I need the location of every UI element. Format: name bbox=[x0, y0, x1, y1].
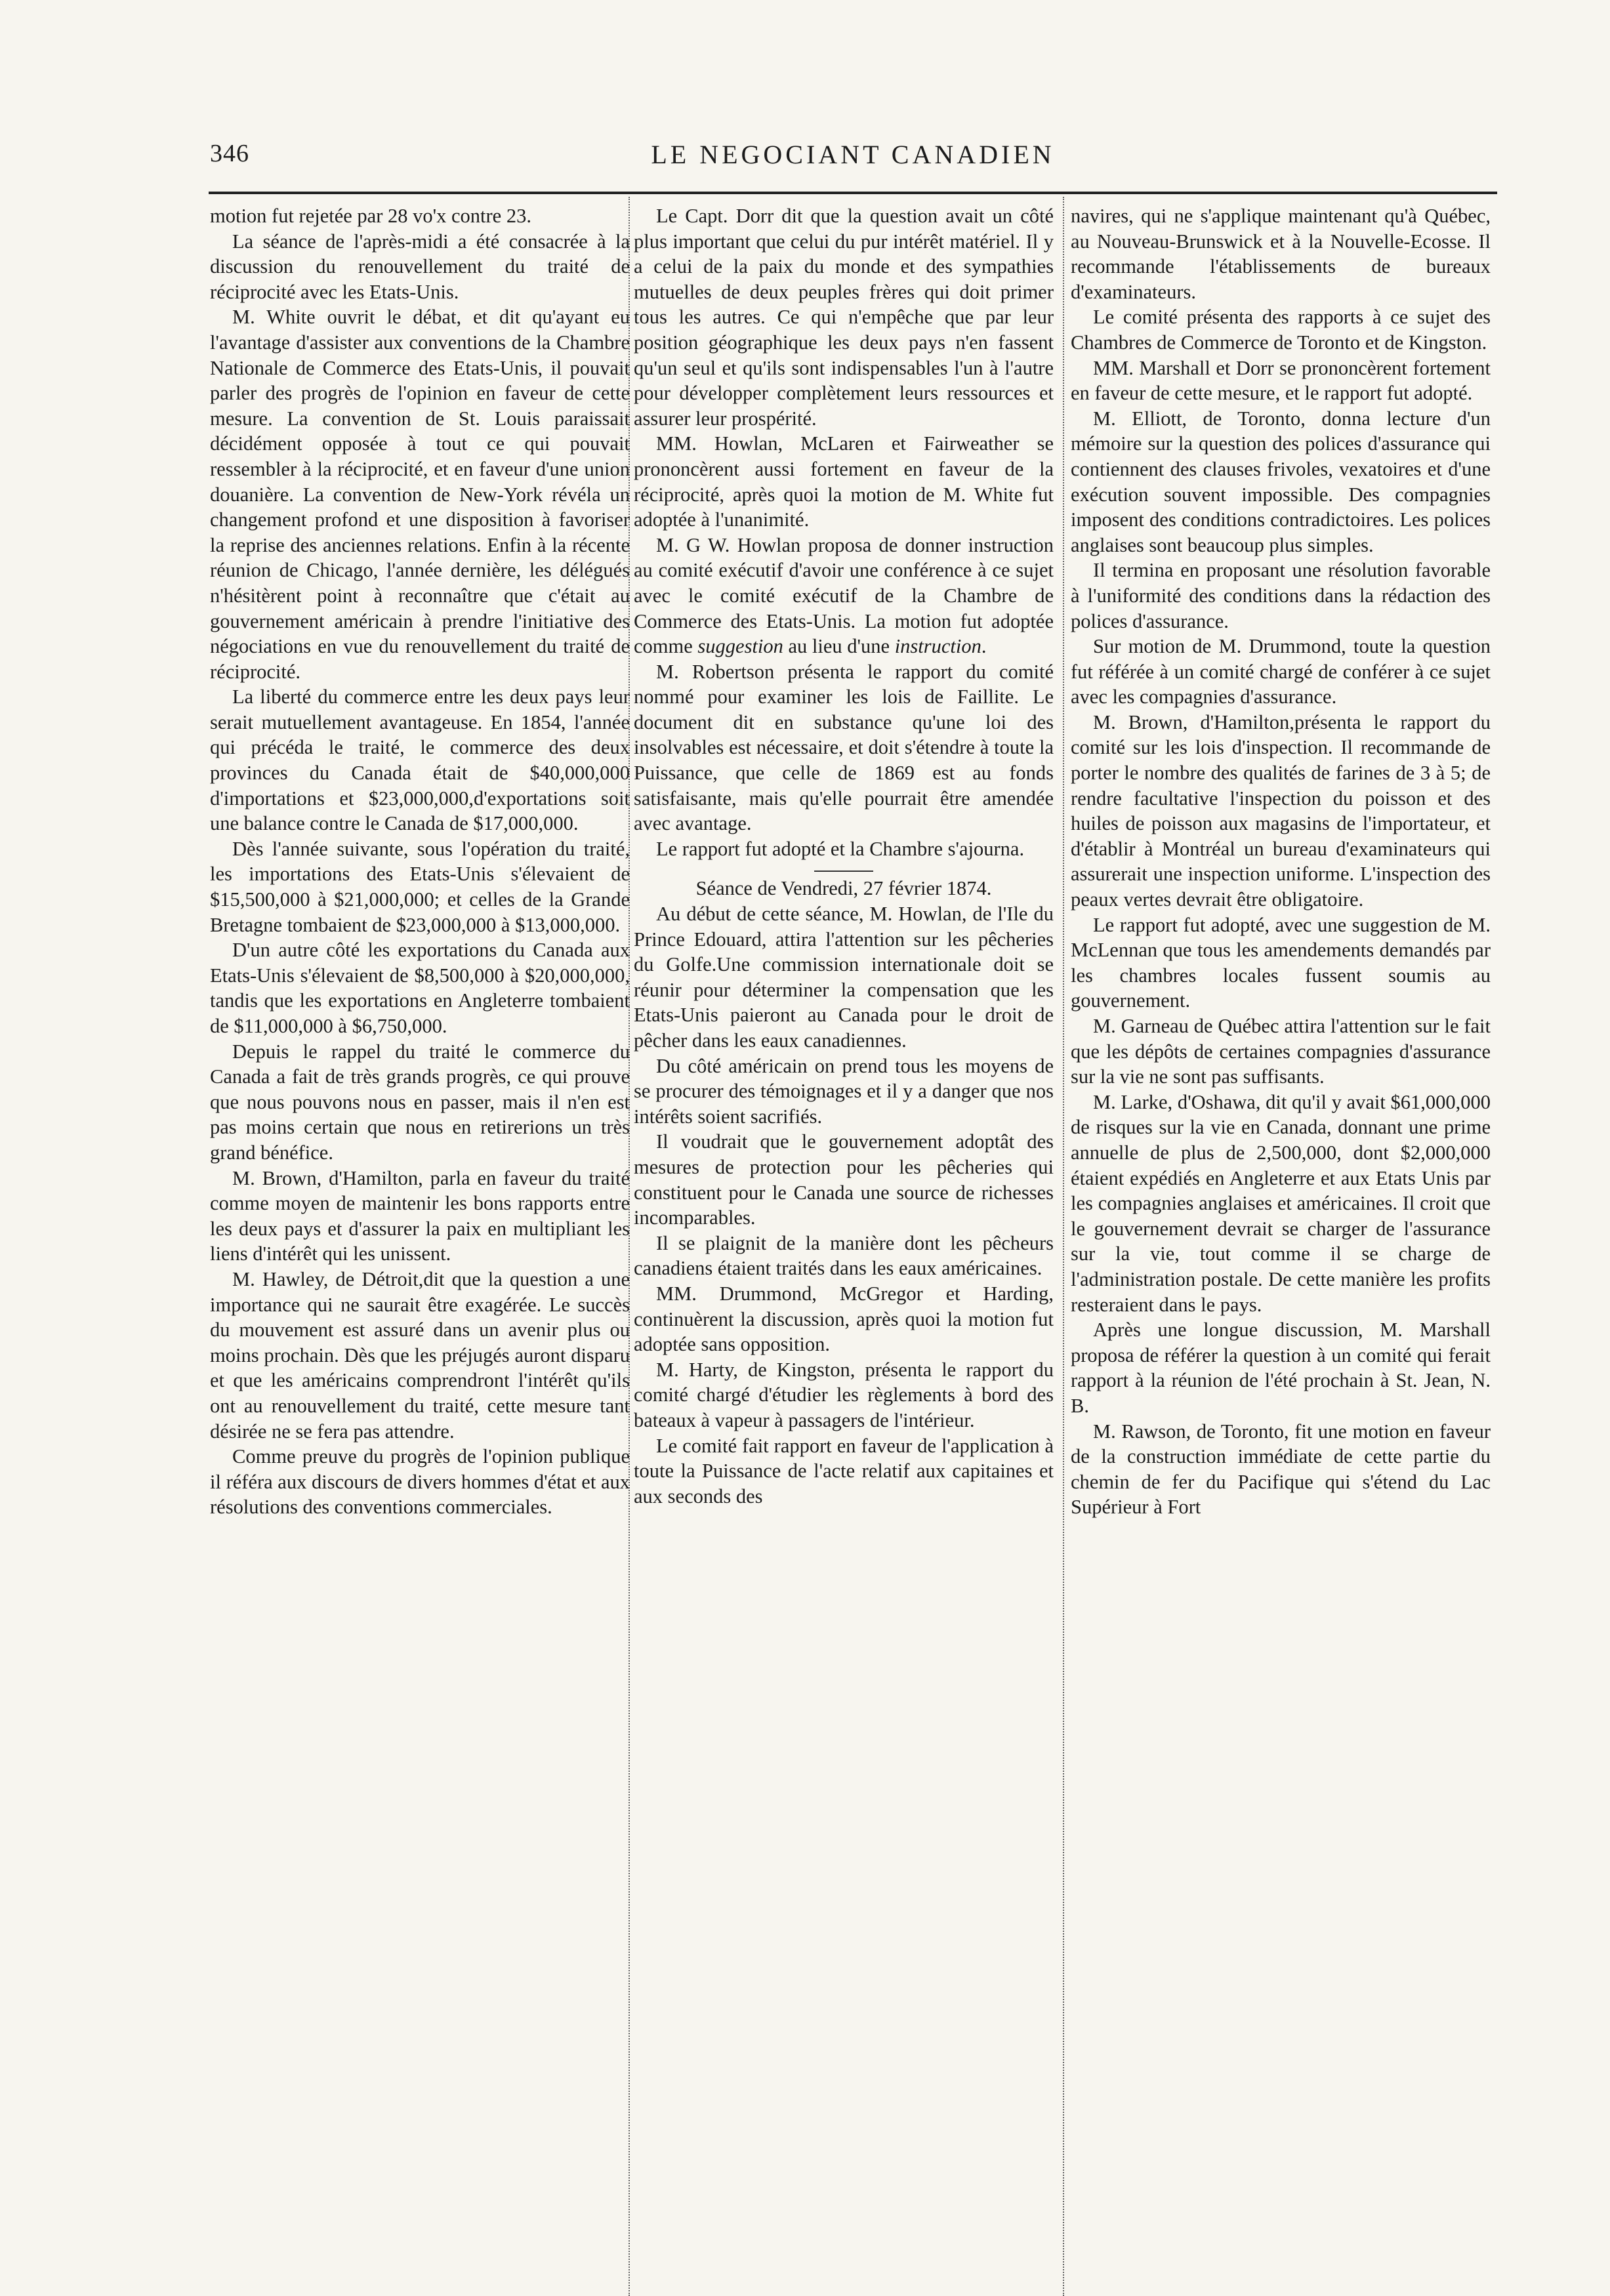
header-rule bbox=[209, 192, 1497, 194]
section-divider bbox=[814, 871, 873, 872]
paragraph: Dès l'année suivante, sous l'opération du traité, les importations des Etats-Unis s'élevaient de $15,500,000 à $21,000,000; et celles de la Grande Bretagne tombaient de $23,000,000 à $13,000,000. bbox=[210, 837, 630, 936]
paragraph-instruction bbox=[634, 533, 1054, 659]
paragraph: Le Capt. Dorr dit que la question avait un côté plus important que celui du pur intérêt matériel. Il y a celui de la paix du monde et des sympathies mutuelles de deux peuples frères qui doit primer tous les autres. Ce qui n'empêche que par leur position géographique les deux pays n'en fassent qu'un seul et qu'ils sont indispensables l'un à l'autre pour développer complètement leurs ressources et assurer leur prospérité. bbox=[634, 205, 1054, 430]
paragraph: Le comité fait rapport en faveur de l'application à toute la Puissance de l'acte relatif aux capitaines et aux seconds des bbox=[634, 1434, 1054, 1507]
paragraph: M. Hawley, de Détroit,dit que la question a une importance qui ne saurait être exagérée. Le succès du mouvement est assuré dans un avenir plus ou moins prochain. Dès que les préjugés auront disparu et que les américains comprendront l'intérêt qu'ils ont au renouvellement du traité, cette mesure tant désirée ne se fera pas attendre. bbox=[210, 1267, 630, 1443]
column-3 bbox=[1071, 203, 1491, 1520]
paragraph-text: au lieu d'une bbox=[783, 635, 895, 658]
paragraph: M. Garneau de Québec attira l'attention sur le fait que les dépôts de certaines compagnies d'assurance sur la vie ne sont pas suffisants. bbox=[1071, 1015, 1491, 1088]
paragraph: Le rapport fut adopté et la Chambre s'ajourna. bbox=[656, 837, 1025, 860]
paragraph: M. Larke, d'Oshawa, dit qu'il y avait $61,000,000 de risques sur la vie en Canada, donnant une prime annuelle de plus de 2,500,000, dont $2,000,000 étaient expédiés en Angleterre et aux Etats Unis par les compagnies anglaises et américaines. Il croit que le gouvernement devrait se charger de l'assurance sur la vie, tout comme il se charge de l'administration postale. De cette manière les profits resteraient dans le pays. bbox=[1071, 1090, 1491, 1316]
column-separator bbox=[1063, 197, 1064, 2296]
paragraph: M. Robertson présenta le rapport du comité nommé pour examiner les lois de Faillite. Le document dit en substance qu'une loi des insolvables est nécessaire, et doit s'étendre à toute la Puissance, que celle de 1869 est au fonds satisfaisante, mais qu'elle pourrait être amendée avec avantage. bbox=[634, 660, 1054, 835]
newspaper-title: LE NEGOCIANT CANADIEN bbox=[651, 140, 1055, 169]
paragraph: M. White ouvrit le débat, et dit qu'ayant eu l'avantage d'assister aux conventions de la Chambre Nationale de Commerce des Etats-Unis, il pouvait parler des progrès de l'opinion en faveur de cette mesure. La convention de St. Louis paraissait décidément opposée à tout ce qui pouvait ressembler à la réciprocité, et en faveur d'une union douanière. La convention de New-York révéla un changement profond et une disposition à favoriser la reprise des anciennes relations. Enfin à la récente réunion de Chicago, l'année dernière, les délégués n'hésitèrent point à reconnaître que c'était au gouvernement américain à prendre l'initiative des négociations en vue du renouvellement du traité de réciprocité. bbox=[210, 306, 630, 683]
paragraph: M. Elliott, de Toronto, donna lecture d'un mémoire sur la question des polices d'assurance qui contiennent des clauses frivoles, vexatoires et d'une exécution souvent impossible. Des compagnies imposent des conditions contradictoires. Les polices anglaises sont beaucoup plus simples. bbox=[1071, 407, 1491, 556]
page-number: 346 bbox=[210, 140, 249, 167]
italic-word: instruction bbox=[894, 635, 981, 658]
column-2 bbox=[634, 203, 1054, 1509]
paragraph: Après une longue discussion, M. Marshall proposa de référer la question à un comité qui ferait rapport à la réunion de l'été prochain à St. Jean, N. B. bbox=[1071, 1319, 1491, 1417]
paragraph-text: M. G W. Howlan proposa de donner instruction au comité exécutif d'avoir une conférence à ce sujet avec le comité exécutif de la Chambre de Commerce des Etats-Unis. La motion fut adoptée comme bbox=[634, 533, 1054, 658]
session-dateline: Séance de Vendredi, 27 février 1874. bbox=[695, 877, 992, 900]
paragraph: M. Brown, d'Hamilton, parla en faveur du traité comme moyen de maintenir les bons rapports entre les deux pays et d'assurer la paix en multipliant les liens d'intérêt qui les unissent. bbox=[210, 1166, 630, 1265]
paragraph: MM. Drummond, McGregor et Harding, continuèrent la discussion, après quoi la motion fut adoptée sans opposition. bbox=[634, 1282, 1054, 1356]
paragraph: D'un autre côté les exportations du Canada aux Etats-Unis s'élevaient de $8,500,000 à $20,000,000, tandis que les exportations en Angleterre tombaient de $11,000,000 à $6,750,000. bbox=[210, 939, 630, 1037]
paragraph: La séance de l'après-midi a été consacrée à la discussion du renouvellement du traité de réciprocité avec les Etats-Unis. bbox=[210, 230, 630, 303]
paragraph: La liberté du commerce entre les deux pays leur serait mutuellement avantageuse. En 1854, l'année qui précéda le traité, le commerce des deux provinces du Canada était de $40,000,000 d'importations et $23,000,000,d'exportations soit une balance contre le Canada de $17,000,000. bbox=[210, 686, 630, 835]
paragraph: Le rapport fut adopté, avec une suggestion de M. McLennan que tous les amendements demandés par les chambres locales fussent soumis au gouvernement. bbox=[1071, 913, 1491, 1012]
column-1 bbox=[210, 203, 630, 1520]
paragraph: Au début de cette séance, M. Howlan, de l'Ile du Prince Edouard, attira l'attention sur les pêcheries du Golfe.Une commission internationale doit se réunir pour déterminer la compensation que les Etats-Unis paieront au Canada pour le droit de pêcher dans les eaux canadiennes. bbox=[634, 903, 1054, 1052]
paragraph: Il se plaignit de la manière dont les pêcheurs canadiens étaient traités dans les eaux américaines. bbox=[634, 1231, 1054, 1280]
italic-word: suggestion bbox=[697, 635, 783, 658]
paragraph: M. Brown, d'Hamilton,présenta le rapport du comité sur les lois d'inspection. Il recommande de porter le nombre des qualités de farines de 3 à 5; de rendre facultative l'inspection du poisson et des huiles de poisson aux magasins de l'importateur, et d'établir à Montréal un bureau d'examinateurs qui assurerait une inspection uniforme. L'inspection des peaux vertes devrait être obligatoire. bbox=[1071, 710, 1491, 911]
paragraph: M. Harty, de Kingston, présenta le rapport du comité chargé d'étudier les règlements à bord des bateaux à vapeur à passagers de l'intérieur. bbox=[634, 1358, 1054, 1431]
paragraph: navires, qui ne s'applique maintenant qu'à Québec, au Nouveau-Brunswick et à la Nouvelle-Ecosse. Il recommande l'établissements de bureaux d'examinateurs. bbox=[1071, 205, 1491, 303]
paragraph: Comme preuve du progrès de l'opinion publique il référa aux discours de divers hommes d'état et aux résolutions des conventions commerciales. bbox=[210, 1445, 630, 1519]
paragraph: MM. Marshall et Dorr se prononcèrent fortement en faveur de cette mesure, et le rapport fut adopté. bbox=[1071, 356, 1491, 405]
page-header bbox=[210, 139, 1496, 173]
paragraph: Le comité présenta des rapports à ce sujet des Chambres de Commerce de Toronto et de Kingston. bbox=[1071, 306, 1491, 354]
paragraph: Sur motion de M. Drummond, toute la question fut référée à un comité chargé de conférer à ce sujet avec les compagnies d'assurance. bbox=[1071, 635, 1491, 708]
paragraph: M. Rawson, de Toronto, fit une motion en faveur de la construction immédiate de cette partie du chemin de fer du Pacifique qui s'étend du Lac Supérieur à Fort bbox=[1071, 1420, 1491, 1519]
paragraph: Il termina en proposant une résolution favorable à l'uniformité des conditions dans la rédaction des polices d'assurance. bbox=[1071, 559, 1491, 632]
paragraph: Du côté américain on prend tous les moyens de se procurer des témoignages et il y a danger que nos intérêts soient sacrifiés. bbox=[634, 1054, 1054, 1128]
paragraph: Depuis le rappel du traité le commerce du Canada a fait de très grands progrès, ce qui prouve que nous pouvons nous en passer, mais il n'en est pas moins certain que nous en retirerions un très grand bénéfice. bbox=[210, 1040, 630, 1164]
paragraph: MM. Howlan, McLaren et Fairweather se prononcèrent aussi fortement en faveur de la réciprocité, après quoi la motion de M. White fut adoptée à l'unanimité. bbox=[634, 432, 1054, 531]
paragraph-text: . bbox=[981, 635, 987, 658]
paragraph: Il voudrait que le gouvernement adoptât des mesures de protection pour les pêcheries qui constituent pour le Canada une source de richesses incomparables. bbox=[634, 1130, 1054, 1229]
paragraph: motion fut rejetée par 28 vo'x contre 23. bbox=[210, 205, 531, 227]
